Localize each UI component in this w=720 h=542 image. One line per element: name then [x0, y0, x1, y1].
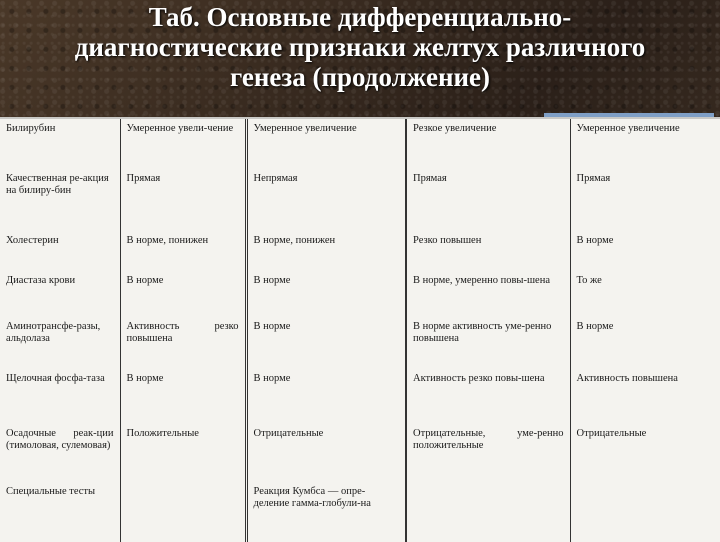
feature-cell: Билирубин: [6, 123, 56, 134]
value-cell: В норме: [246, 271, 406, 317]
value-cell: В норме: [246, 369, 406, 424]
table-row-bilirubin: [0, 119, 720, 169]
value-cell: В норме: [570, 231, 720, 271]
value-cell: Прямая: [406, 169, 570, 231]
table-row-bilirubin-reaction: [0, 169, 720, 231]
value-cell: [120, 482, 246, 542]
slide-title-line: диагностические признаки желтух различного: [74, 32, 646, 62]
slide-title-line: Таб. Основные дифференциально-: [148, 2, 572, 32]
table-row-sediment-reactions: [0, 424, 720, 482]
feature-cell: Диастаза крови: [6, 275, 76, 286]
value-cell: В норме: [246, 317, 406, 369]
value-cell: Умеренное увеличение: [246, 119, 406, 169]
value-cell: Резко повышен: [406, 231, 570, 271]
value-cell: [406, 482, 570, 542]
value-cell: В норме активность уме-ренно повышена: [406, 317, 570, 369]
value-cell: Активность повышена: [570, 369, 720, 424]
value-cell: [570, 482, 720, 542]
value-cell: Умеренное увеличение: [570, 119, 720, 169]
value-cell: В норме: [120, 271, 246, 317]
value-cell: В норме: [120, 369, 246, 424]
table-row-alkaline-phosphatase: [0, 369, 720, 424]
value-cell: Положительные: [120, 424, 246, 482]
slide-title: [0, 2, 720, 92]
value-cell: Активность резко повышена: [120, 317, 246, 369]
value-cell: Прямая: [570, 169, 720, 231]
scanned-table-page: [0, 117, 720, 542]
feature-cell: Качественная ре-акция на билиру-бин: [6, 173, 109, 196]
feature-cell: Холестерин: [6, 235, 59, 246]
value-cell: То же: [570, 271, 720, 317]
value-cell: В норме, понижен: [246, 231, 406, 271]
feature-cell: Специальные тесты: [6, 486, 96, 497]
table-row-aminotransferases: [0, 317, 720, 369]
value-cell: Прямая: [120, 169, 246, 231]
slide-title-line: генеза (продолжение): [229, 62, 491, 92]
feature-cell: Аминотрансфе-разы, альдолаза: [6, 321, 101, 344]
value-cell: Активность резко повы-шена: [406, 369, 570, 424]
value-cell: В норме: [570, 317, 720, 369]
value-cell: Умеренное увели-чение: [120, 119, 246, 169]
value-cell: Отрицательные: [246, 424, 406, 482]
value-cell: В норме, понижен: [120, 231, 246, 271]
value-cell: Отрицательные: [570, 424, 720, 482]
feature-cell: Осадочные реак-ции (тимоловая, сулемовая): [6, 428, 114, 451]
value-cell: В норме, умеренно повы-шена: [406, 271, 570, 317]
value-cell: Резкое увеличение: [406, 119, 570, 169]
table-row-special-tests: [0, 482, 720, 542]
value-cell: Непрямая: [246, 169, 406, 231]
feature-cell: Щелочная фосфа-таза: [6, 373, 105, 384]
table-row-diastase: [0, 271, 720, 317]
table-row-cholesterol: [0, 231, 720, 271]
jaundice-diagnostic-table: [0, 119, 720, 542]
value-cell: Отрицательные, уме-ренно положительные: [406, 424, 570, 482]
value-cell: Реакция Кумбса — опре-деление гамма-глобули-на: [246, 482, 406, 542]
